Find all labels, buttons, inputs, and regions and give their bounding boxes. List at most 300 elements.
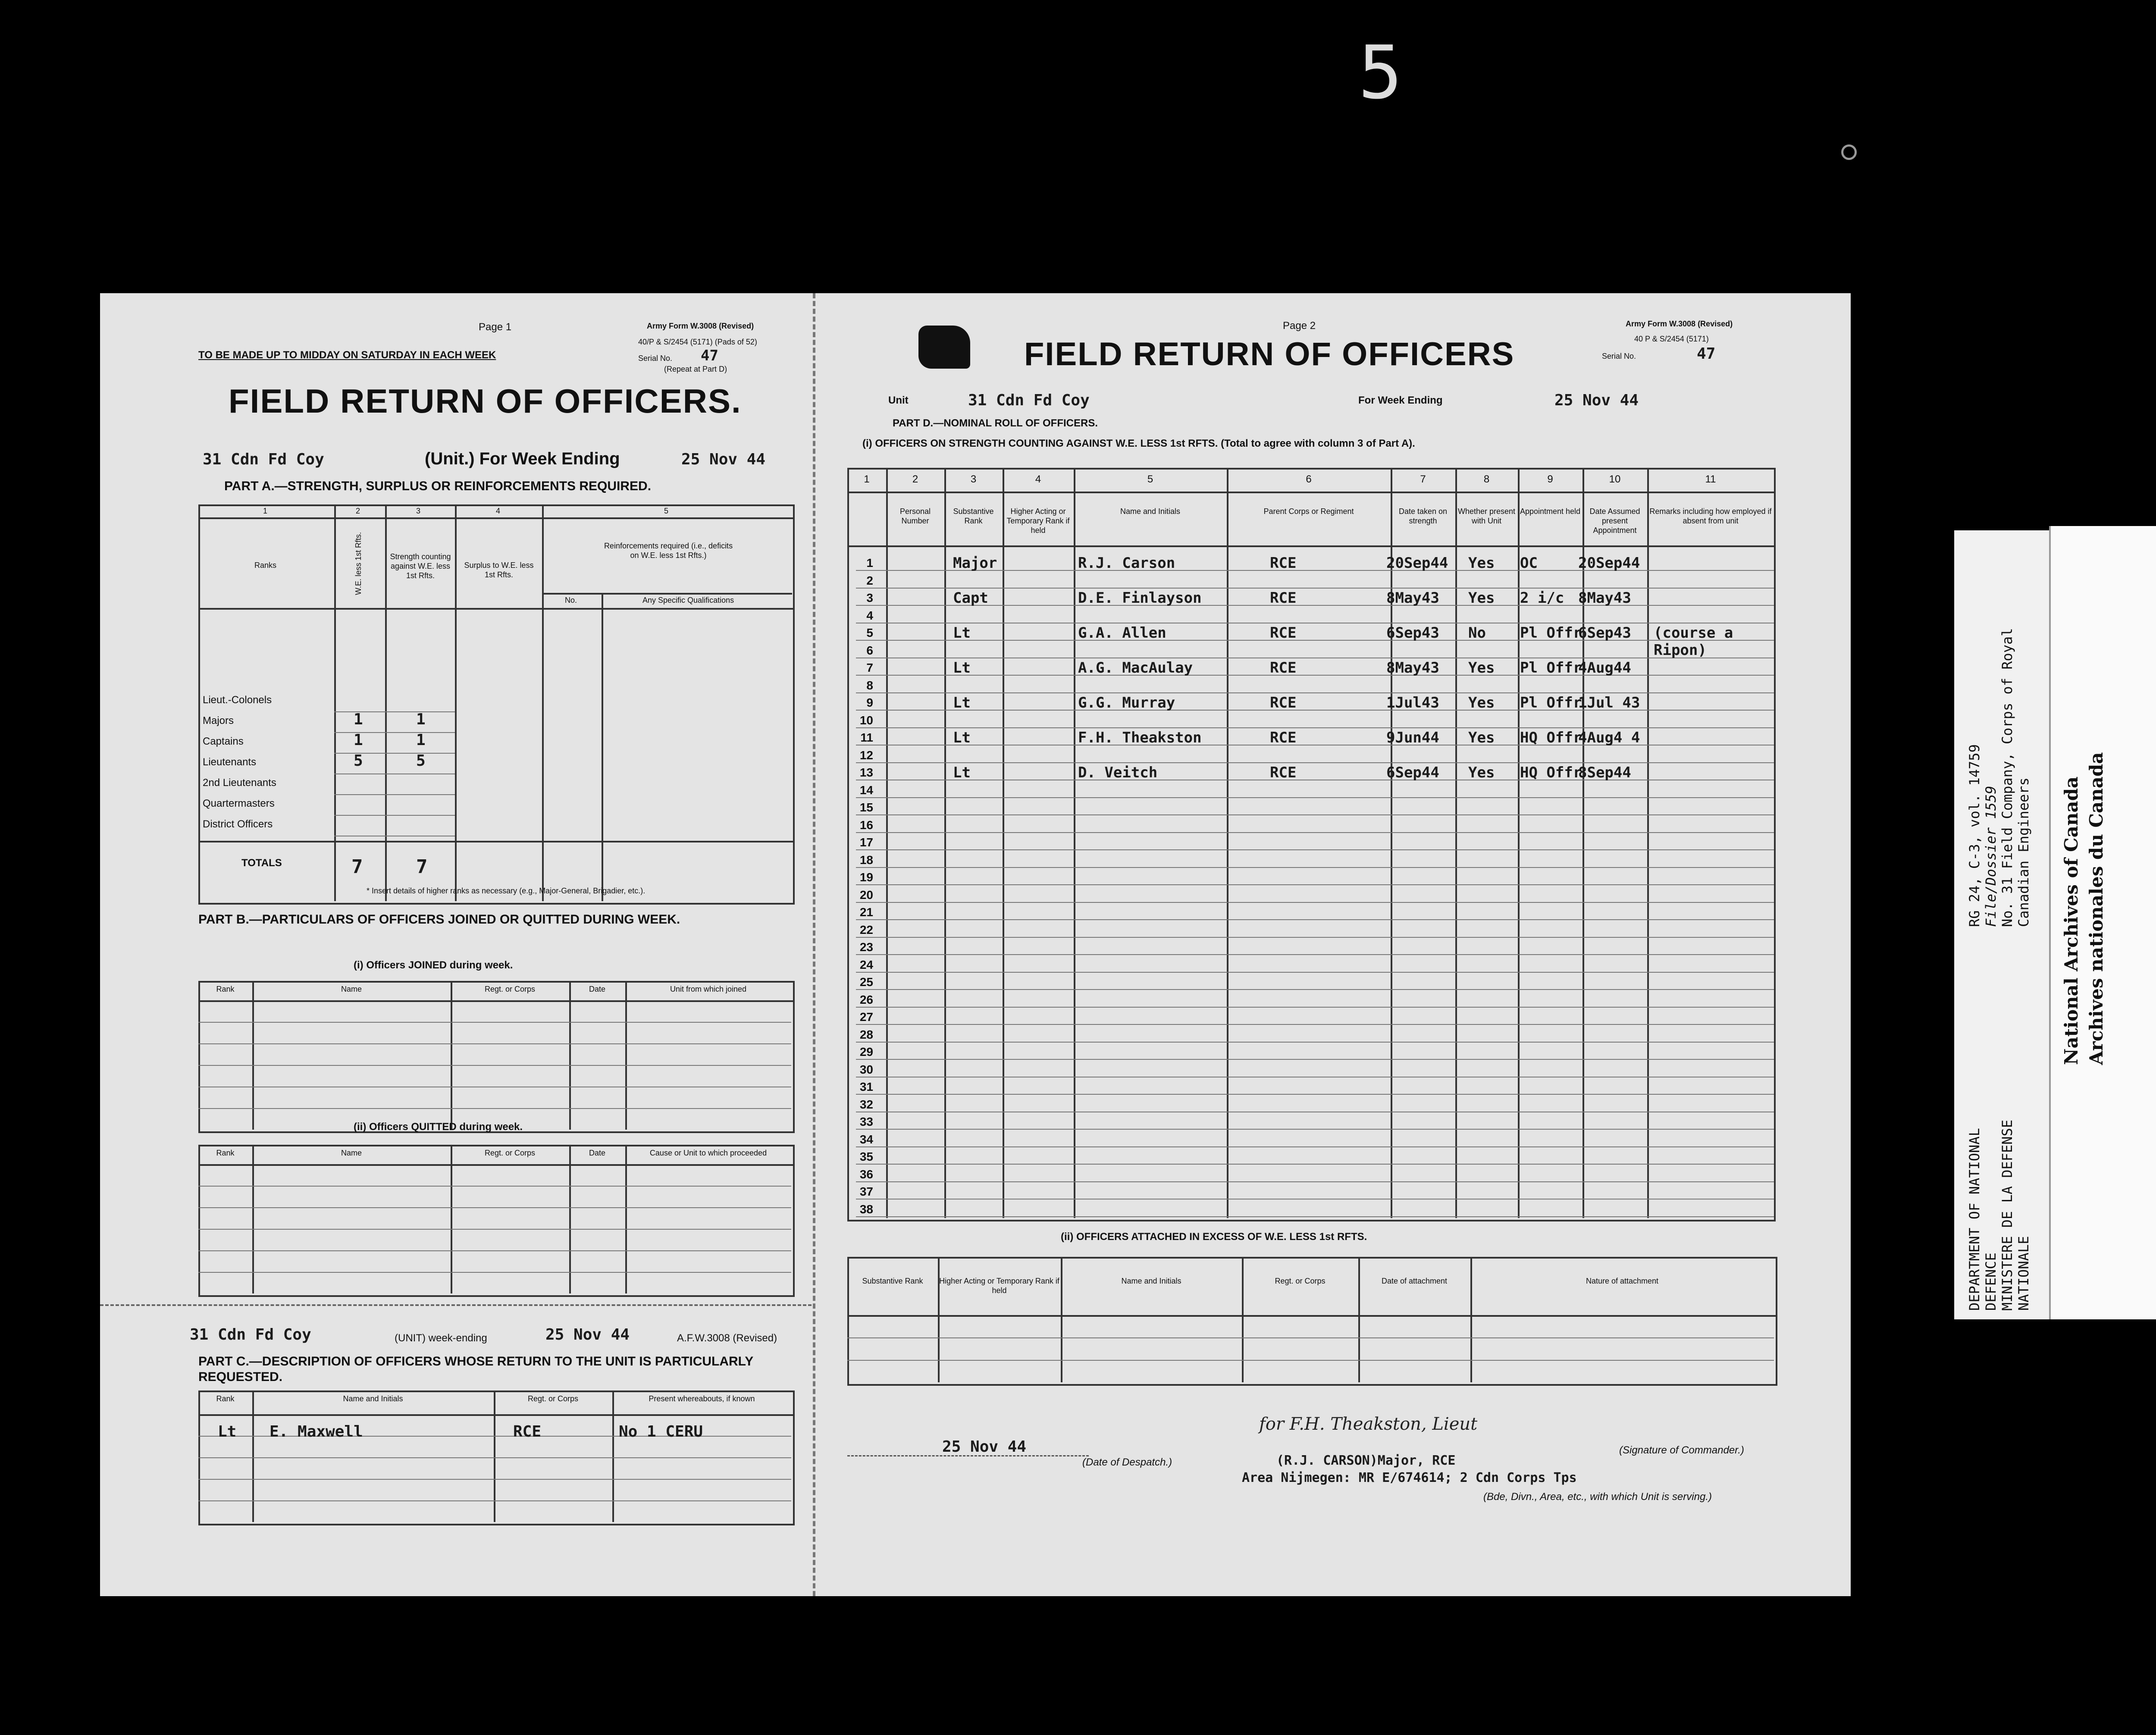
quitted-header: Name xyxy=(341,1149,362,1157)
roll-col-number: 2 xyxy=(912,473,918,485)
joined-header: Unit from which joined xyxy=(670,985,747,993)
archive-ref-4: Canadian Engineers xyxy=(2015,777,2032,927)
roll-row-line xyxy=(856,1007,1774,1008)
roll-row-number: 1 xyxy=(866,556,873,570)
quitted-col-line xyxy=(252,1145,254,1293)
roll-rank: Lt xyxy=(953,764,971,781)
partC-header: Rank xyxy=(216,1394,235,1403)
roll-row-number: 18 xyxy=(859,853,873,867)
attached-col-line xyxy=(1470,1257,1472,1382)
roll-corps: RCE xyxy=(1270,589,1297,607)
roll-col-line xyxy=(1227,468,1228,1218)
roll-col-header: Parent Corps or Regiment xyxy=(1263,507,1354,516)
partC-header: Regt. or Corps xyxy=(527,1394,579,1403)
partC-col-line xyxy=(252,1391,254,1522)
roll-row-number: 12 xyxy=(859,748,873,762)
roll-assumed: 6Sep43 xyxy=(1578,624,1631,642)
quitted-header: Cause or Unit to which proceeded xyxy=(649,1149,767,1157)
roll-col-number: 1 xyxy=(864,473,870,485)
roll-col-line xyxy=(1003,468,1004,1218)
roll-rank: Lt xyxy=(953,659,971,676)
page1-army-form: Army Form W.3008 (Revised) xyxy=(647,322,754,330)
roll-name: G.G. Murray xyxy=(1078,694,1175,711)
roll-row-line xyxy=(856,919,1774,920)
roll-row-line xyxy=(856,1059,1774,1060)
quitted-col-line xyxy=(451,1145,452,1293)
roll-row-number: 3 xyxy=(866,591,873,604)
attached-header: Regt. or Corps xyxy=(1275,1277,1326,1285)
partA-col-4: 4 xyxy=(496,507,501,515)
partC-col-line xyxy=(612,1391,614,1522)
roll-corps: RCE xyxy=(1270,554,1297,572)
roll-row-number: 14 xyxy=(859,783,873,797)
page2-serial-no: 47 xyxy=(1697,345,1716,363)
attached-header-line xyxy=(847,1315,1776,1317)
partC-header: Present whereabouts, if known xyxy=(649,1394,755,1403)
quitted-col-line xyxy=(569,1145,571,1293)
roll-row-number: 34 xyxy=(859,1132,873,1146)
roll-col-header: Date taken on strength xyxy=(1398,507,1448,525)
archive-reference xyxy=(1966,628,2032,927)
joined-row-line xyxy=(198,1065,791,1066)
quitted-frame xyxy=(198,1145,795,1297)
rank-label: 2nd Lieutenants xyxy=(203,777,276,789)
roll-appt: HQ Offr xyxy=(1520,764,1582,781)
partA-title: PART A.—STRENGTH, SURPLUS OR REINFORCEMENTS REQUIRED. xyxy=(224,479,652,493)
roll-row-number: 5 xyxy=(866,626,873,639)
roll-date: 6Sep43 xyxy=(1386,624,1439,642)
partC-corps: RCE xyxy=(513,1423,542,1441)
we-value: 1 xyxy=(354,711,363,728)
roll-row-line xyxy=(856,884,1774,885)
roll-row-line xyxy=(856,692,1774,693)
joined-header: Rank xyxy=(216,985,235,993)
attached-title: (ii) OFFICERS ATTACHED IN EXCESS OF W.E. LESS 1st RFTS. xyxy=(1061,1231,1367,1243)
despatch-value: 25 Nov 44 xyxy=(942,1438,1027,1456)
roll-col-line xyxy=(1583,468,1584,1218)
roll-row-number: 37 xyxy=(859,1185,873,1198)
rank-label: Lieutenants xyxy=(203,756,257,768)
roll-row-number: 30 xyxy=(859,1062,873,1076)
we-value: 1 xyxy=(354,731,363,749)
page1-form-code: 40/P & S/2454 (5171) (Pads of 52) xyxy=(638,338,757,346)
partA-header-quals: Any Specific Qualifications xyxy=(642,596,734,604)
rank-label: Quartermasters xyxy=(203,798,275,809)
attached-row-line xyxy=(847,1337,1774,1338)
rank-row-line xyxy=(334,711,455,712)
partA-header-no: No. xyxy=(565,596,577,604)
roll-col-header: Whether present with Unit xyxy=(1457,507,1516,525)
page2-unit-label: Unit xyxy=(888,395,909,406)
roll-row-line xyxy=(856,640,1774,641)
commander-name: (R.J. CARSON)Major, RCE xyxy=(1276,1453,1456,1468)
partC-row-line xyxy=(198,1500,791,1501)
partD-sub: (i) OFFICERS ON STRENGTH COUNTING AGAINST W.E. LESS 1st RFTS. (Total to agree with column 3 of Part A). xyxy=(862,438,1415,449)
strength-value: 1 xyxy=(416,711,426,728)
roll-present: Yes xyxy=(1468,729,1495,746)
roll-row-number: 23 xyxy=(859,940,873,954)
roll-row-line xyxy=(856,849,1774,850)
page2-army-form: Army Form W.3008 (Revised) xyxy=(1626,319,1733,328)
partC-unit-label: (UNIT) week-ending xyxy=(395,1332,487,1344)
partD-title: PART D.—NOMINAL ROLL OF OFFICERS. xyxy=(893,417,1098,429)
rank-row-line xyxy=(334,815,455,816)
archive-department xyxy=(1966,1120,2032,1311)
partA-header-we: W.E. less 1st Rfts. xyxy=(354,532,363,595)
joined-header-line xyxy=(198,1000,793,1002)
roll-row-line xyxy=(856,989,1774,990)
partC-unit: 31 Cdn Fd Coy xyxy=(190,1326,311,1344)
partB-title: PART B.—PARTICULARS OF OFFICERS JOINED OR QUITTED DURING WEEK. xyxy=(198,912,680,927)
roll-corps: RCE xyxy=(1270,659,1297,676)
attached-col-line xyxy=(1061,1257,1062,1382)
roll-col-line xyxy=(886,468,888,1218)
archive-line-4: NATIONALE xyxy=(2015,1236,2032,1311)
roll-assumed: 8Sep44 xyxy=(1578,764,1631,781)
roll-row-number: 4 xyxy=(866,608,873,622)
roll-row-number: 8 xyxy=(866,678,873,692)
archive-ref-3: No. 31 Field Company, Corps of Royal xyxy=(1999,628,2015,927)
fold-line xyxy=(813,293,815,1596)
roll-present: Yes xyxy=(1468,589,1495,607)
quitted-row-line xyxy=(198,1272,791,1273)
roll-name: F.H. Theakston xyxy=(1078,729,1202,746)
roll-row-number: 36 xyxy=(859,1167,873,1181)
roll-present: No xyxy=(1468,624,1486,642)
roll-row-number: 15 xyxy=(859,801,873,814)
roll-appt: HQ Offr xyxy=(1520,729,1582,746)
quitted-header: Regt. or Corps xyxy=(484,1149,536,1157)
roll-appt: Pl Offr xyxy=(1520,659,1582,676)
partC-rank: Lt xyxy=(218,1423,237,1441)
quitted-row-line xyxy=(198,1186,791,1187)
roll-row-line xyxy=(856,1024,1774,1025)
roll-row-number: 22 xyxy=(859,923,873,936)
roll-present: Yes xyxy=(1468,554,1495,572)
joined-header: Regt. or Corps xyxy=(484,985,536,993)
page1-unit-value: 31 Cdn Fd Coy xyxy=(203,451,324,468)
joined-col-line xyxy=(569,981,571,1130)
page1-week-value: 25 Nov 44 xyxy=(681,451,766,468)
quitted-col-line xyxy=(625,1145,627,1293)
archive-name xyxy=(2059,752,2109,1065)
page1-serial-no: 47 xyxy=(701,347,718,364)
roll-assumed: 4Aug44 xyxy=(1578,659,1631,676)
attached-header: Substantive Rank xyxy=(862,1277,923,1285)
archive-ref-2: File/Dossier 1559 xyxy=(1983,786,1999,927)
roll-row-number: 29 xyxy=(859,1045,873,1059)
page2-label: Page 2 xyxy=(1283,320,1316,332)
quitted-header: Date xyxy=(589,1149,606,1157)
roll-col-number: 6 xyxy=(1306,473,1312,485)
roll-appt: OC xyxy=(1520,554,1538,572)
quitted-row-line xyxy=(198,1250,791,1251)
roll-row-number: 17 xyxy=(859,836,873,849)
roll-row-number: 13 xyxy=(859,766,873,779)
page1-instruction: TO BE MADE UP TO MIDDAY ON SATURDAY IN EACH WEEK xyxy=(198,349,496,361)
roll-col-header: Personal Number xyxy=(899,507,931,525)
roll-appt: 2 i/c xyxy=(1520,589,1564,607)
roll-col-number: 5 xyxy=(1147,473,1153,485)
partA-col-2: 2 xyxy=(356,507,360,515)
roll-col-number: 9 xyxy=(1547,473,1553,485)
archive-name-fr: Archives nationales du Canada xyxy=(2086,752,2107,1065)
partC-week: 25 Nov 44 xyxy=(545,1326,630,1344)
quitted-header: Rank xyxy=(216,1149,235,1157)
joined-row-line xyxy=(198,1022,791,1023)
roll-row-line xyxy=(856,832,1774,833)
partA-header-reinf: Reinforcements required (i.e., deficits on W.E. less 1st Rfts.) xyxy=(604,542,733,560)
quitted-row-line xyxy=(198,1229,791,1230)
archive-ref-1: RG 24, C-3, vol. 14759 xyxy=(1966,744,1983,927)
roll-row-line xyxy=(856,1164,1774,1165)
partC-row-line xyxy=(198,1479,791,1480)
nominal-roll-table xyxy=(847,468,1776,1221)
commander-signature: for F.H. Theakston, Lieut xyxy=(1259,1414,1478,1434)
partA-header-surplus: Surplus to W.E. less 1st Rfts. xyxy=(464,561,534,579)
roll-row-line xyxy=(856,1094,1774,1095)
roll-col-header: Name and Initials xyxy=(1120,507,1181,516)
roll-col-line xyxy=(944,468,946,1218)
film-mark xyxy=(1841,144,1857,160)
roll-row-line xyxy=(856,762,1774,763)
attached-header: Higher Acting or Temporary Rank if held xyxy=(939,1277,1059,1295)
roll-row-number: 33 xyxy=(859,1115,873,1128)
roll-row-number: 10 xyxy=(859,713,873,727)
roll-date: 6Sep44 xyxy=(1386,764,1439,781)
attached-header: Nature of attachment xyxy=(1586,1277,1659,1285)
rank-row-line xyxy=(334,753,455,754)
roll-rank: Lt xyxy=(953,729,971,746)
roll-col-header: Date Assumed present Appointment xyxy=(1589,507,1640,535)
roll-row-line xyxy=(856,1181,1774,1182)
roll-col-header: Higher Acting or Temporary Rank if held xyxy=(1006,507,1070,535)
page1-serial-note: (Repeat at Part D) xyxy=(664,365,727,373)
partC-header-line xyxy=(198,1414,793,1416)
joined-header: Date xyxy=(589,985,606,993)
roll-row-line xyxy=(856,1042,1774,1043)
joined-header: Name xyxy=(341,985,362,993)
we-value: 5 xyxy=(354,752,363,770)
quitted-row-line xyxy=(198,1207,791,1208)
totals-strength: 7 xyxy=(416,856,428,878)
area-label: (Bde, Divn., Area, etc., with which Unit is serving.) xyxy=(1483,1491,1712,1503)
roll-rank: Major xyxy=(953,554,997,572)
roll-row-number: 16 xyxy=(859,818,873,832)
roll-date: 9Jun44 xyxy=(1386,729,1439,746)
roll-row-line xyxy=(856,1146,1774,1147)
partA-header-ranks: Ranks xyxy=(254,561,277,570)
roll-row-number: 20 xyxy=(859,888,873,902)
roll-row-line xyxy=(856,675,1774,676)
roll-assumed: 20Sep44 xyxy=(1578,554,1640,572)
archive-name-en: National Archives of Canada xyxy=(2061,776,2082,1065)
roll-col-number: 3 xyxy=(970,473,977,485)
roll-name: D. Veitch xyxy=(1078,764,1158,781)
rank-label: Majors xyxy=(203,715,234,727)
tear-line xyxy=(100,1304,812,1306)
joined-row-line xyxy=(198,1043,791,1044)
page2-serial-label: Serial No. xyxy=(1602,352,1636,360)
commander-label: (Signature of Commander.) xyxy=(1619,1444,1744,1456)
roll-row-number: 24 xyxy=(859,958,873,971)
strength-value: 1 xyxy=(416,731,426,749)
archive-line-2: DEFENCE xyxy=(1983,1253,1999,1311)
roll-name: G.A. Allen xyxy=(1078,624,1166,642)
roll-row-line xyxy=(856,588,1774,589)
roll-present: Yes xyxy=(1468,659,1495,676)
roll-row-number: 31 xyxy=(859,1080,873,1093)
roll-row-number: 9 xyxy=(866,696,873,709)
roll-row-line xyxy=(856,605,1774,606)
roll-row-number: 7 xyxy=(866,661,873,674)
partC-form: A.F.W.3008 (Revised) xyxy=(677,1332,777,1344)
partC-col-line xyxy=(494,1391,495,1522)
attached-col-line xyxy=(938,1257,940,1382)
roll-col-header: Substantive Rank xyxy=(953,507,994,525)
rank-label: Lieut.-Colonels xyxy=(203,694,272,706)
page2-title: FIELD RETURN OF OFFICERS xyxy=(1024,336,1515,373)
roll-col-header: Appointment held xyxy=(1520,507,1581,516)
despatch-label: (Date of Despatch.) xyxy=(1082,1456,1172,1468)
rank-row-line xyxy=(334,732,455,733)
roll-assumed: 1Jul 43 xyxy=(1578,694,1640,711)
page1-title: FIELD RETURN OF OFFICERS. xyxy=(229,382,742,420)
quitted-header-line xyxy=(198,1164,793,1166)
totals-we: 7 xyxy=(351,856,363,878)
roll-rank: Lt xyxy=(953,694,971,711)
page2-week-label: For Week Ending xyxy=(1358,395,1443,406)
roll-col-line xyxy=(1518,468,1520,1218)
roll-row-line xyxy=(856,954,1774,955)
roll-col-number: 10 xyxy=(1609,473,1621,485)
page1-serial-label: Serial No. xyxy=(638,354,673,363)
partA-header-strength: Strength counting against W.E. less 1st Rfts. xyxy=(390,552,451,580)
roll-row-number: 27 xyxy=(859,1010,873,1024)
roll-name: R.J. Carson xyxy=(1078,554,1175,572)
roll-row-number: 6 xyxy=(866,643,873,657)
roll-date: 8May43 xyxy=(1386,659,1439,676)
roll-present: Yes xyxy=(1468,694,1495,711)
roll-row-number: 21 xyxy=(859,905,873,919)
roll-col-line xyxy=(1647,468,1649,1218)
roll-col-number: 4 xyxy=(1035,473,1041,485)
partC-where: No 1 CERU xyxy=(619,1423,703,1441)
roll-row-line xyxy=(856,902,1774,903)
partA-col-5: 5 xyxy=(664,507,669,515)
roll-row-line xyxy=(856,814,1774,815)
roll-col-number: 8 xyxy=(1483,473,1490,485)
joined-col-line xyxy=(625,981,627,1130)
roll-row-number: 19 xyxy=(859,871,873,884)
partC-name: E. Maxwell xyxy=(270,1423,363,1441)
attached-col-line xyxy=(1242,1257,1244,1382)
totals-label: TOTALS xyxy=(241,857,282,869)
roll-rank: Capt xyxy=(953,589,988,607)
roll-row-line xyxy=(856,972,1774,973)
roll-corps: RCE xyxy=(1270,764,1297,781)
attached-col-line xyxy=(1358,1257,1360,1382)
partA-col-1: 1 xyxy=(263,507,268,515)
rank-label: District Officers xyxy=(203,818,273,830)
page2-week-value: 25 Nov 44 xyxy=(1554,391,1639,409)
roll-col-line xyxy=(1455,468,1457,1218)
page1-label: Page 1 xyxy=(479,321,512,333)
roll-name: A.G. MacAulay xyxy=(1078,659,1193,676)
area-line: Area Nijmegen: MR E/674614; 2 Cdn Corps Tps xyxy=(1242,1470,1577,1485)
roll-appt: Pl Offr xyxy=(1520,694,1582,711)
roll-col-header: Remarks including how employed if absent from unit xyxy=(1649,507,1772,525)
roll-row-line xyxy=(856,727,1774,728)
rank-row-line xyxy=(334,794,455,795)
roll-row-line xyxy=(856,1216,1774,1217)
roll-corps: RCE xyxy=(1270,694,1297,711)
roll-row-line xyxy=(856,867,1774,868)
roll-row-line xyxy=(856,937,1774,938)
archive-line-1: DEPARTMENT OF NATIONAL xyxy=(1966,1128,1983,1311)
roll-row-number: 28 xyxy=(859,1027,873,1041)
roll-row-number: 2 xyxy=(866,573,873,587)
partA-footnote: * Insert details of higher ranks as necessary (e.g., Major-General, Brigadier, etc.). xyxy=(367,886,646,895)
partC-row-line xyxy=(198,1457,791,1458)
page1-unit-label: (Unit.) For Week Ending xyxy=(425,449,620,468)
roll-row-number: 32 xyxy=(859,1097,873,1111)
roll-name: D.E. Finlayson xyxy=(1078,589,1202,607)
partC-header: Name and Initials xyxy=(343,1394,403,1403)
roll-present: Yes xyxy=(1468,764,1495,781)
rank-label: Captains xyxy=(203,736,244,747)
attached-header: Date of attachment xyxy=(1381,1277,1448,1285)
roll-col-number: 7 xyxy=(1420,473,1426,485)
joined-frame xyxy=(198,981,795,1133)
frame-number: 5 xyxy=(1358,30,1404,116)
roll-col-line xyxy=(1074,468,1075,1218)
page2-form-code: 40 P & S/2454 (5171) xyxy=(1634,335,1709,343)
roll-remarks: (course a Ripon) xyxy=(1654,624,1733,659)
roll-row-number: 26 xyxy=(859,993,873,1006)
roll-assumed: 8May43 xyxy=(1578,589,1631,607)
joined-col-line xyxy=(451,981,452,1130)
roll-row-number: 38 xyxy=(859,1202,873,1216)
page2-unit-value: 31 Cdn Fd Coy xyxy=(968,391,1090,409)
joined-col-line xyxy=(252,981,254,1130)
roll-appt: Pl Offr xyxy=(1520,624,1582,642)
archive-line-3: MINISTERE DE LA DEFENSE xyxy=(1999,1119,2015,1311)
roll-date: 20Sep44 xyxy=(1386,554,1448,572)
roll-corps: RCE xyxy=(1270,729,1297,746)
roll-row-number: 25 xyxy=(859,975,873,989)
roll-rank: Lt xyxy=(953,624,971,642)
roll-date: 1Jul43 xyxy=(1386,694,1439,711)
attached-header: Name and Initials xyxy=(1121,1277,1181,1285)
roll-row-number: 35 xyxy=(859,1150,873,1163)
partA-col-3: 3 xyxy=(416,507,421,515)
joined-row-line xyxy=(198,1108,791,1109)
strength-value: 5 xyxy=(416,752,426,770)
roll-date: 8May43 xyxy=(1386,589,1439,607)
partC-title: PART C.—DESCRIPTION OF OFFICERS WHOSE RETURN TO THE UNIT IS PARTICULARLY REQUESTED. xyxy=(198,1354,753,1384)
attached-row-line xyxy=(847,1360,1774,1361)
roll-corps: RCE xyxy=(1270,624,1297,642)
quitted-title: (ii) Officers QUITTED during week. xyxy=(354,1121,523,1133)
roll-row-number: 11 xyxy=(860,731,873,744)
roll-col-line xyxy=(1391,468,1392,1218)
roll-row-line xyxy=(856,797,1774,798)
roll-assumed: 4Aug4 4 xyxy=(1578,729,1640,746)
official-stamp xyxy=(918,326,970,369)
roll-row-line xyxy=(856,1129,1774,1130)
joined-title: (i) Officers JOINED during week. xyxy=(354,959,513,971)
